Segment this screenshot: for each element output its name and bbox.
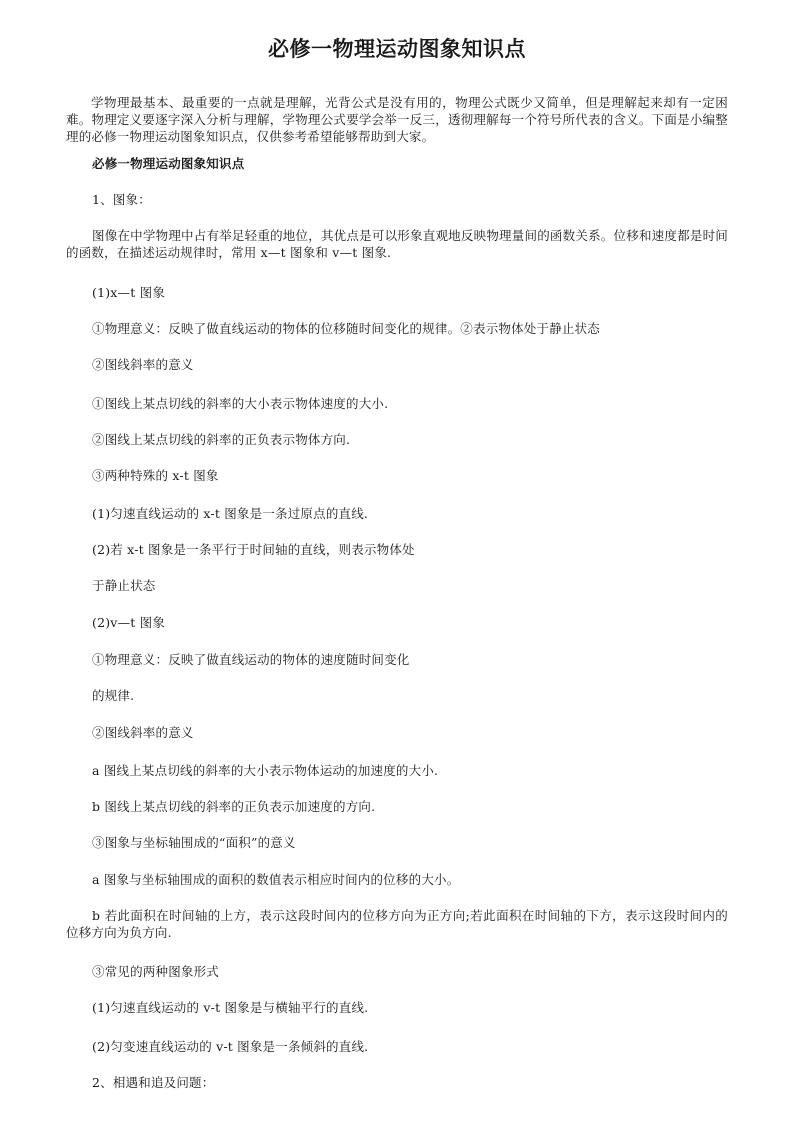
vt-slope-heading: ②图线斜率的意义: [92, 725, 194, 740]
xt-title: (1)x—t 图象: [92, 285, 166, 300]
vt-slope-item-a: a 图线上某点切线的斜率的大小表示物体运动的加速度的大小.: [92, 763, 439, 778]
xt-special-heading: ③两种特殊的 x-t 图象: [92, 468, 219, 483]
vt-meaning-a: ①物理意义：反映了做直线运动的物体的速度随时间变化: [92, 652, 410, 667]
xt-meaning: ①物理意义：反映了做直线运动的物体的位移随时间变化的规律。②表示物体处于静止状态: [92, 321, 601, 336]
vt-title: (2)v—t 图象: [92, 615, 166, 630]
vt-area-item-b: b 若此面积在时间轴的上方，表示这段时间内的位移方向为正方向;若此面积在时间轴的下方，表示这段时间内的位移方向为负方向.: [66, 908, 728, 940]
section-heading: 必修一物理运动图象知识点: [92, 156, 245, 171]
vt-meaning-b: 的规律.: [92, 688, 135, 703]
vt-common-item-1: (1)匀速直线运动的 v-t 图象是与横轴平行的直线.: [92, 1000, 369, 1015]
intro-paragraph: 学物理最基本、最重要的一点就是理解，光背公式是没有用的，物理公式既少又简单，但是理解起来却有一定困难。物理定义要逐字深入分析与理解，学物理公式要学会举一反三，透彻理解每一个符号所代表的含义。下面是小编整理的必修一物理运动图象知识点，仅供参考希望能够帮助到大家。: [66, 95, 728, 144]
heading-graphs: 1、图象：: [92, 192, 151, 207]
xt-slope-item-1: ①图线上某点切线的斜率的大小表示物体速度的大小.: [92, 396, 389, 411]
vt-area-heading: ③图象与坐标轴围成的“面积”的意义: [92, 835, 296, 850]
vt-area-item-a: a 图象与坐标轴围成的面积的数值表示相应时间内的位移的大小。: [92, 872, 460, 887]
page-title: 必修一物理运动图象知识点: [268, 37, 526, 61]
vt-common-heading: ③常见的两种图象形式: [92, 964, 220, 979]
xt-slope-item-2: ②图线上某点切线的斜率的正负表示物体方向.: [92, 432, 351, 447]
graph-paragraph: 图像在中学物理中占有举足轻重的地位，其优点是可以形象直观地反映物理量间的函数关系。位移和速度都是时间的函数，在描述运动规律时，常用 x—t 图象和 v—t 图象.: [66, 228, 728, 260]
xt-special-item-1: (1)匀速直线运动的 x-t 图象是一条过原点的直线.: [92, 506, 369, 521]
heading-meeting-chasing: 2、相遇和追及问题：: [92, 1075, 215, 1090]
xt-slope-heading: ②图线斜率的意义: [92, 357, 194, 372]
vt-common-item-2: (2)匀变速直线运动的 v-t 图象是一条倾斜的直线.: [92, 1039, 369, 1054]
vt-slope-item-b: b 图线上某点切线的斜率的正负表示加速度的方向.: [92, 799, 376, 814]
xt-special-item-2a: (2)若 x-t 图象是一条平行于时间轴的直线，则表示物体处: [92, 542, 415, 557]
xt-special-item-2b: 于静止状态: [92, 578, 156, 593]
